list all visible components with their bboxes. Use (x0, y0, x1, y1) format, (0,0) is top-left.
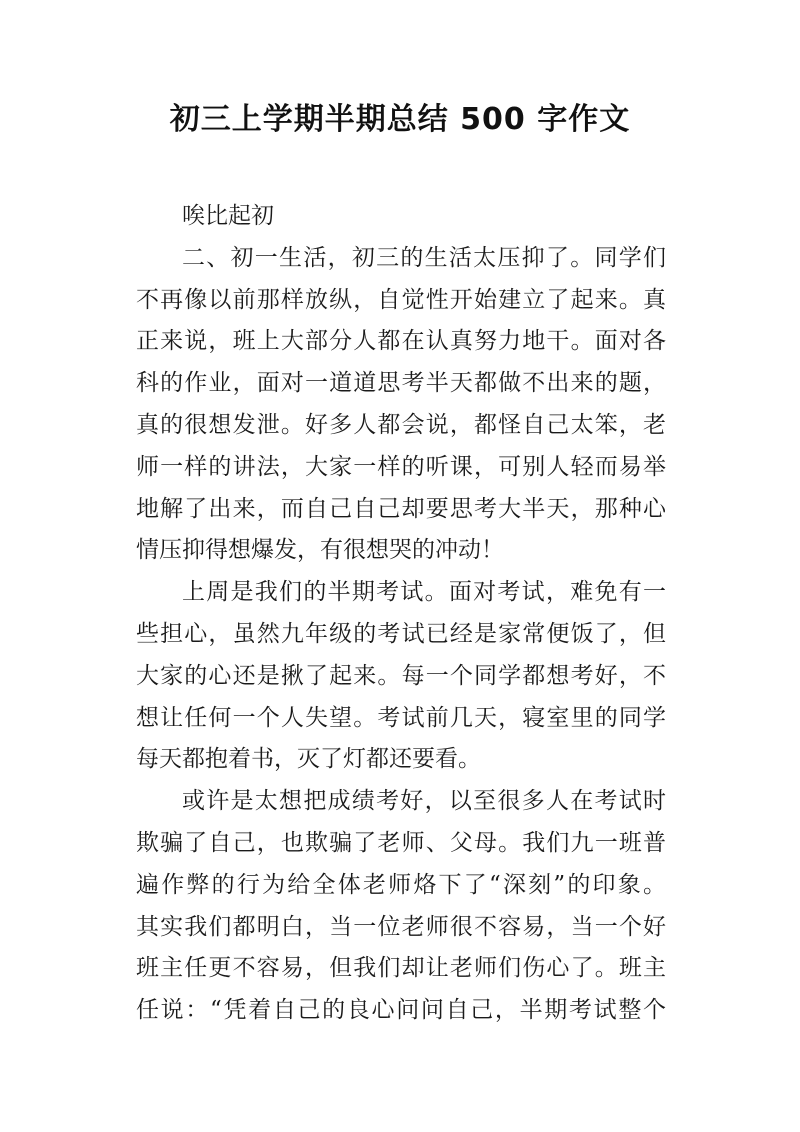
document-title: 初三上学期半期总结 500 字作文 (169, 102, 631, 137)
text-line: 遍作弊的行为给全体老师烙下了“深刻”的印象。 (136, 871, 666, 898)
text-line: 或许是太想把成绩考好，以至很多人在考试时 (182, 788, 666, 815)
text-line: 唉比起初 (182, 203, 274, 229)
text-line: 每天都抱着书，灭了灯都还要看。 (136, 746, 481, 773)
text-line: 情压抑得想爆发，有很想哭的冲动！ (136, 537, 504, 564)
text-line: 科的作业，面对一道道思考半天都做不出来的题， (136, 370, 666, 397)
document-body (136, 196, 666, 1032)
text-line: 些担心，虽然九年级的考试已经是家常便饭了，但 (136, 620, 666, 647)
text-line: 地解了出来，而自己自己却要思考大半天，那种心 (136, 495, 666, 522)
text-line: 欺骗了自己，也欺骗了老师、父母。我们九一班普 (136, 829, 666, 856)
text-line: 其实我们都明白，当一位老师很不容易，当一个好 (136, 913, 666, 940)
text-line: 任说：“凭着自己的良心问问自己，半期考试整个 (136, 997, 666, 1024)
text-line: 正来说，班上大部分人都在认真努力地干。面对各 (136, 328, 666, 355)
text-line: 想让任何一个人失望。考试前几天，寝室里的同学 (136, 704, 666, 731)
text-line: 师一样的讲法，大家一样的听课，可别人轻而易举 (136, 453, 666, 480)
text-line: 大家的心还是揪了起来。每一个同学都想考好，不 (136, 662, 666, 689)
text-line: 二、初一生活，初三的生活太压抑了。同学们 (182, 244, 666, 271)
text-line: 真的很想发泄。好多人都会说，都怪自己太笨，老 (136, 411, 666, 438)
text-line: 不再像以前那样放纵，自觉性开始建立了起来。真 (136, 286, 666, 313)
text-line: 班主任更不容易，但我们却让老师们伤心了。班主 (136, 955, 666, 982)
text-line: 上周是我们的半期考试。面对考试，难免有一 (182, 579, 666, 606)
